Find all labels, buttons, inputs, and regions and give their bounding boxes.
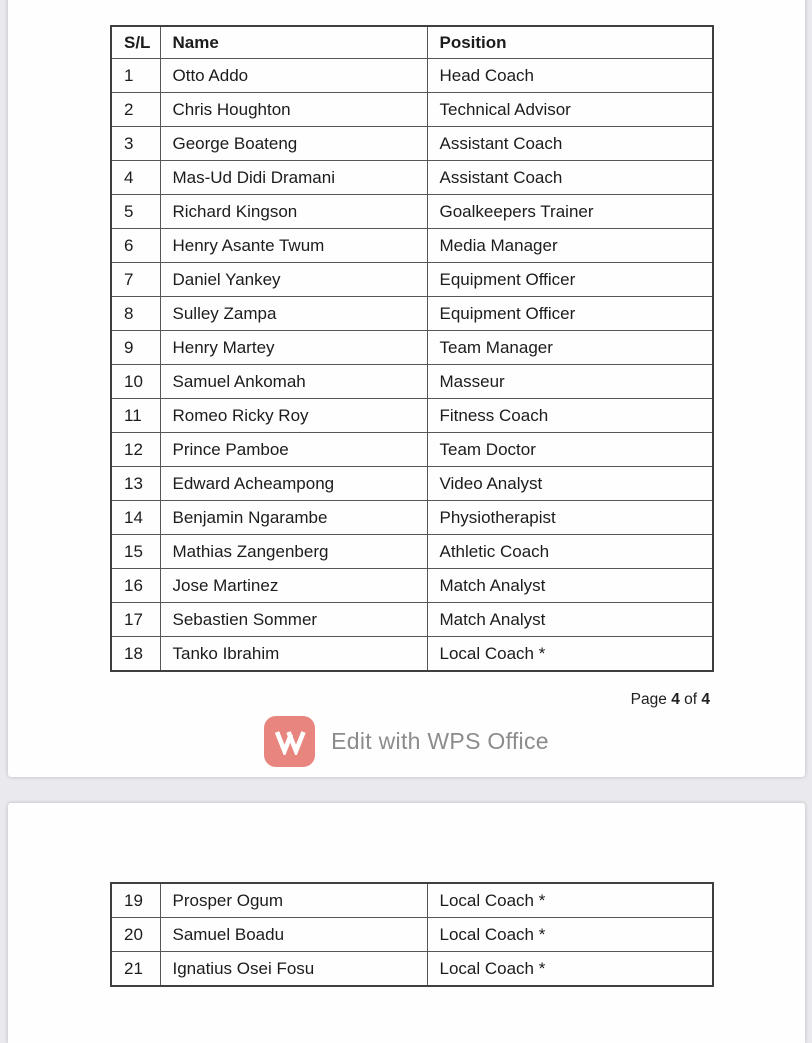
cell-position: Goalkeepers Trainer [427, 195, 713, 229]
table-row [111, 952, 713, 987]
cell-sl: 13 [111, 467, 160, 501]
cell-name: Sulley Zampa [160, 297, 427, 331]
cell-name: Henry Martey [160, 331, 427, 365]
cell-position: Match Analyst [427, 603, 713, 637]
table-row [111, 59, 713, 93]
cell-sl: 5 [111, 195, 160, 229]
table-header-row [111, 26, 713, 59]
cell-sl: 17 [111, 603, 160, 637]
header-name: Name [160, 26, 427, 59]
cell-sl: 14 [111, 501, 160, 535]
cell-name: Tanko Ibrahim [160, 637, 427, 672]
cell-sl: 8 [111, 297, 160, 331]
table-row [111, 161, 713, 195]
page-number-current: 4 [671, 691, 680, 708]
table-row [111, 501, 713, 535]
cell-position: Media Manager [427, 229, 713, 263]
cell-name: Chris Houghton [160, 93, 427, 127]
edit-with-wps-label: Edit with WPS Office [331, 728, 549, 754]
cell-position: Assistant Coach [427, 161, 713, 195]
cell-sl: 3 [111, 127, 160, 161]
table-row [111, 365, 713, 399]
table-row [111, 93, 713, 127]
cell-name: Mas-Ud Didi Dramani [160, 161, 427, 195]
cell-name: Richard Kingson [160, 195, 427, 229]
wps-logo-icon [264, 716, 315, 767]
header-sl: S/L [111, 26, 160, 59]
table-row [111, 883, 713, 918]
cell-name: Romeo Ricky Roy [160, 399, 427, 433]
table-row [111, 127, 713, 161]
cell-sl: 16 [111, 569, 160, 603]
cell-sl: 4 [111, 161, 160, 195]
cell-sl: 1 [111, 59, 160, 93]
cell-sl: 19 [111, 883, 160, 918]
table-row [111, 399, 713, 433]
cell-position: Match Analyst [427, 569, 713, 603]
page-number [631, 691, 710, 709]
cell-sl: 10 [111, 365, 160, 399]
table-row [111, 603, 713, 637]
table-row [111, 918, 713, 952]
table-row [111, 297, 713, 331]
cell-sl: 21 [111, 952, 160, 987]
cell-sl: 18 [111, 637, 160, 672]
cell-name: Otto Addo [160, 59, 427, 93]
cell-position: Local Coach * [427, 883, 713, 918]
table-row [111, 195, 713, 229]
cell-position: Fitness Coach [427, 399, 713, 433]
cell-name: Samuel Ankomah [160, 365, 427, 399]
cell-position: Head Coach [427, 59, 713, 93]
cell-position: Local Coach * [427, 952, 713, 987]
cell-sl: 7 [111, 263, 160, 297]
cell-name: Prosper Ogum [160, 883, 427, 918]
cell-position: Physiotherapist [427, 501, 713, 535]
page-number-prefix: Page [630, 691, 667, 708]
cell-name: Edward Acheampong [160, 467, 427, 501]
table-page-5-body [111, 883, 713, 986]
table-row [111, 229, 713, 263]
cell-name: Jose Martinez [160, 569, 427, 603]
cell-sl: 15 [111, 535, 160, 569]
table-row [111, 331, 713, 365]
cell-position: Assistant Coach [427, 127, 713, 161]
table-row [111, 263, 713, 297]
document-page-4 [8, 0, 805, 777]
document-page-5 [8, 803, 805, 1043]
cell-position: Athletic Coach [427, 535, 713, 569]
table-row [111, 467, 713, 501]
cell-name: Benjamin Ngarambe [160, 501, 427, 535]
cell-name: Daniel Yankey [160, 263, 427, 297]
cell-position: Technical Advisor [427, 93, 713, 127]
cell-position: Equipment Officer [427, 297, 713, 331]
cell-sl: 11 [111, 399, 160, 433]
cell-sl: 9 [111, 331, 160, 365]
staff-table-page-4 [110, 25, 714, 672]
cell-position: Team Doctor [427, 433, 713, 467]
table-row [111, 569, 713, 603]
cell-position: Local Coach * [427, 918, 713, 952]
table-row [111, 433, 713, 467]
edit-with-wps-button[interactable] [8, 716, 805, 767]
cell-position: Video Analyst [427, 467, 713, 501]
table-page-4-body [111, 59, 713, 672]
cell-position: Team Manager [427, 331, 713, 365]
cell-name: Mathias Zangenberg [160, 535, 427, 569]
cell-name: Henry Asante Twum [160, 229, 427, 263]
cell-sl: 12 [111, 433, 160, 467]
cell-sl: 20 [111, 918, 160, 952]
table-row [111, 637, 713, 672]
cell-sl: 6 [111, 229, 160, 263]
page-number-of: of [684, 691, 698, 708]
cell-name: George Boateng [160, 127, 427, 161]
cell-name: Sebastien Sommer [160, 603, 427, 637]
table-row [111, 535, 713, 569]
cell-position: Local Coach * [427, 637, 713, 672]
cell-position: Equipment Officer [427, 263, 713, 297]
staff-table-page-5 [110, 882, 714, 987]
cell-position: Masseur [427, 365, 713, 399]
cell-sl: 2 [111, 93, 160, 127]
page-number-total: 4 [701, 691, 710, 708]
cell-name: Prince Pamboe [160, 433, 427, 467]
header-position: Position [427, 26, 713, 59]
cell-name: Ignatius Osei Fosu [160, 952, 427, 987]
cell-name: Samuel Boadu [160, 918, 427, 952]
